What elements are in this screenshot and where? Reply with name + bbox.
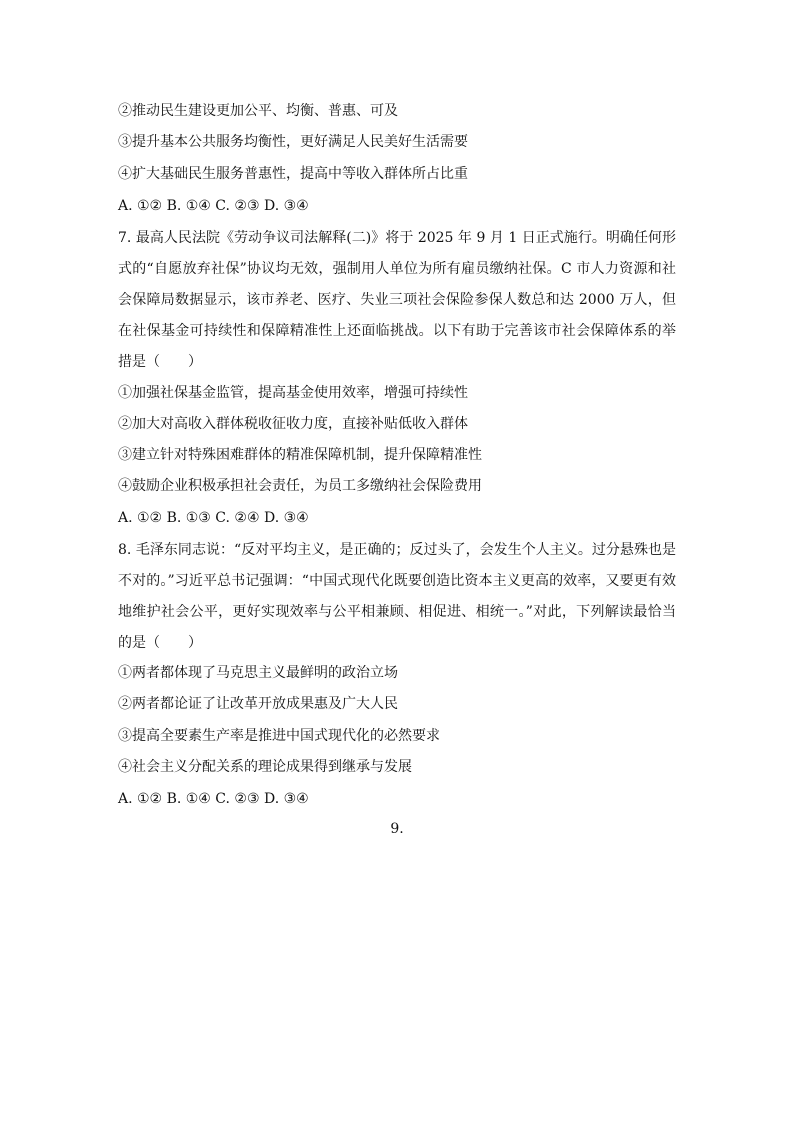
q8-stem: 8. 毛泽东同志说：“反对平均主义，是正确的；反过头了，会发生个人主义。过分悬殊也是不对的。”习近平总书记强调：“中国式现代化既要创造比资本主义更高的效率，又要更有效地维护社会公平，更好实现效率与公平相兼顾、相促进、相统一。”对此，下列解读最恰当的是（ ） — [118, 542, 676, 651]
q7-option-2: ②加大对高收入群体税收征收力度，直接补贴低收入群体 — [118, 416, 468, 432]
q7-option-1: ①加强社保基金监管，提高基金使用效率，增强可持续性 — [118, 385, 468, 401]
q6-option-2: ②推动民生建设更加公平、均衡、普惠、可及 — [118, 103, 398, 119]
q8-option-1: ①两者都体现了马克思主义最鲜明的政治立场 — [118, 665, 398, 681]
q7-stem: 7. 最高人民法院《劳动争议司法解释(二)》将于 2025 年 9 月 1 日正式施行。明确任何形式的“自愿放弃社保”协议均无效，强制用人单位为所有雇员缴纳社保。C 市人力资源和社会保障局数据显示，该市养老、医疗、失业三项社会保险参保人数总和达 2000 万人，但在社保基金可持续性和保障精准性上还面临挑战。以下有助于完善该市社会保障体系的举措是（ ） — [118, 230, 676, 370]
q7-option-3: ③建立针对特殊困难群体的精准保障机制，提升保障精准性 — [118, 447, 482, 463]
q7-choices: A. ①② B. ①③ C. ②④ D. ③④ — [118, 510, 309, 526]
q8-choices: A. ①② B. ①④ C. ②③ D. ③④ — [118, 791, 309, 807]
q8-option-4: ④社会主义分配关系的理论成果得到继承与发展 — [118, 759, 412, 775]
q6-option-4: ④扩大基础民生服务普惠性，提高中等收入群体所占比重 — [118, 166, 468, 182]
page-number: 9. — [390, 821, 404, 837]
q8-option-2: ②两者都论证了让改革开放成果惠及广大人民 — [118, 696, 398, 712]
q7-option-4: ④鼓励企业积极承担社会责任，为员工多缴纳社会保险费用 — [118, 478, 482, 494]
q6-option-3: ③提升基本公共服务均衡性，更好满足人民美好生活需要 — [118, 134, 468, 150]
q6-choices: A. ①② B. ①④ C. ②③ D. ③④ — [118, 198, 309, 214]
q8-option-3: ③提高全要素生产率是推进中国式现代化的必然要求 — [118, 728, 440, 744]
